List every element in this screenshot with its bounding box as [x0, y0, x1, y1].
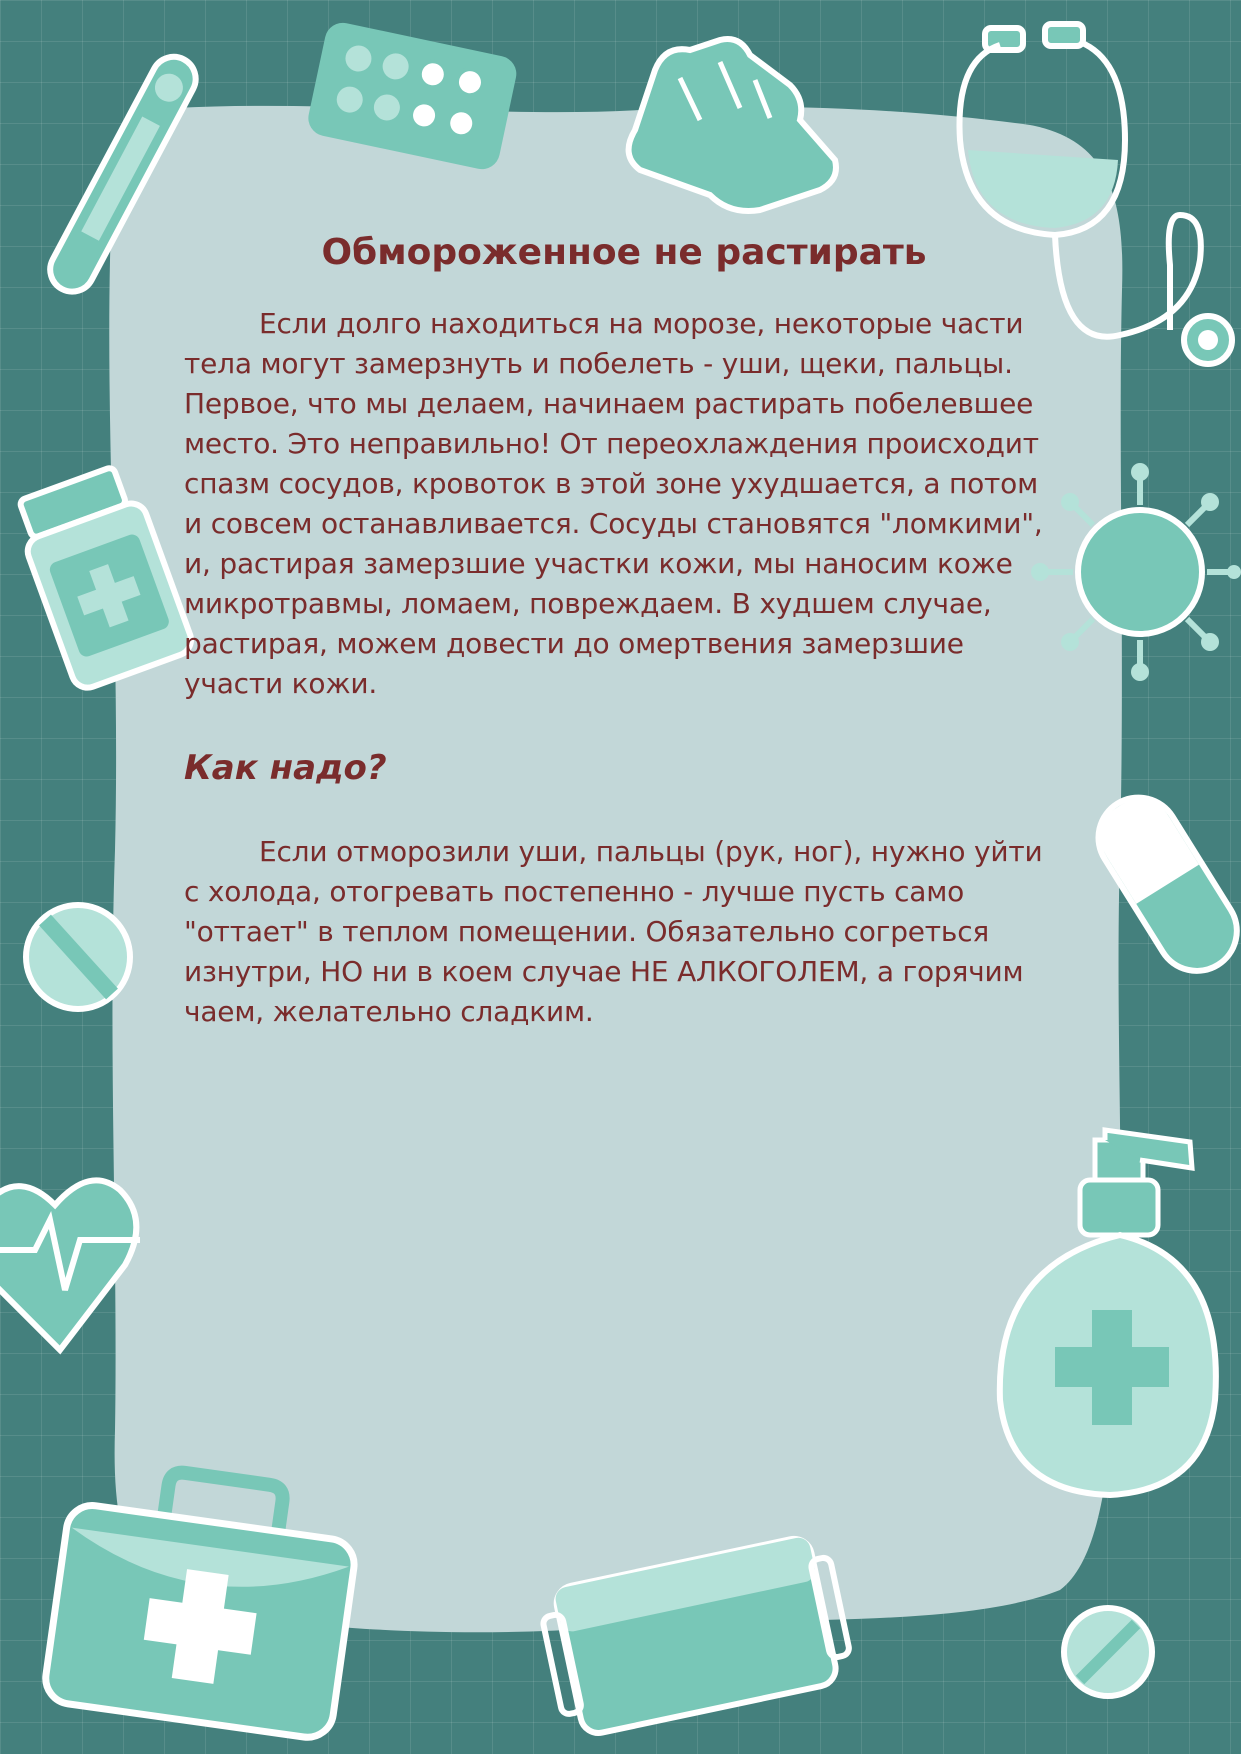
- document-title: Обмороженное не растирать: [321, 232, 927, 273]
- paragraph-frostbite: Если долго находиться на морозе, некоторые части тела могут замерзнуть и побелеть - уши, щеки, пальцы. Первое, что мы делаем, начинаем растирать побелевшее место. Это неправильно! От переохлаждения происходит спазм сосудов, кровоток в этой зоне ухудшается, а потом и совсем останавливается. Сосуды становятся "ломкими", и, растирая замерзшие участки кожи, мы наносим коже микротравмы, ломаем, повреждаем. В худшем случае, растирая, можем довести до омертвения замерзшие участи кожи.: [184, 307, 1043, 700]
- document-body: [184, 230, 1064, 1032]
- paragraph-what-to-do: Если отморозили уши, пальцы (рук, ног), нужно уйти с холода, отогревать постепенно - лучше пусть само "оттает" в теплом помещении. Обязательно согреться изнутри, НО ни в коем случае НЕ АЛКОГОЛЕМ, а горячим чаем, желательно сладким.: [184, 835, 1043, 1028]
- round-pill-icon: [1064, 1608, 1152, 1696]
- round-pill-icon: [26, 905, 130, 1009]
- section-heading: Как надо?: [184, 748, 387, 788]
